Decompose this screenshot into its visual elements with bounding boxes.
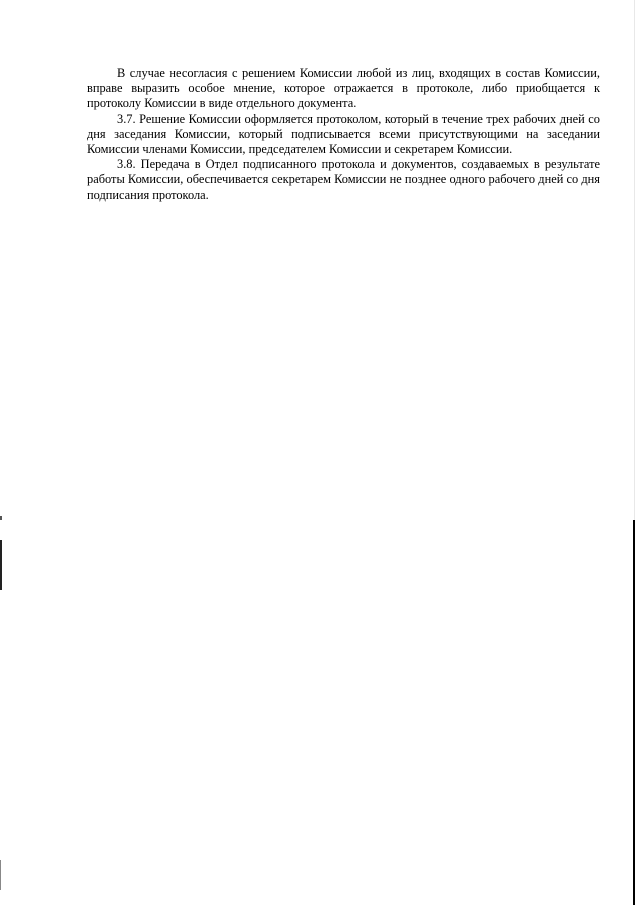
scan-edge-left	[0, 540, 2, 590]
paragraph-dissent: В случае несогласия с решением Комиссии любой из лиц, входящих в состав Комиссии, вправе выразить особое мнение, которое отражается в протоколе, либо приобщается к протоколу Комиссии в виде отдельного документа.	[87, 66, 600, 111]
paragraph-3-8: 3.8. Передача в Отдел подписанного протокола и документов, создаваемых в результате работы Комиссии, обеспечивается секретарем Комиссии не позднее одного рабочего дней со дня подписания протокола.	[87, 157, 600, 202]
scan-edge-left-lower	[0, 860, 1, 890]
scan-edge-shadow	[634, 0, 635, 520]
scan-edge-right	[633, 520, 635, 905]
scan-edge-mark	[0, 516, 2, 520]
paragraph-3-7: 3.7. Решение Комиссии оформляется протоколом, который в течение трех рабочих дней со дня заседания Комиссии, который подписывается всеми присутствующими на заседании Комиссии членами Комиссии, председателем Комиссии и секретарем Комиссии.	[87, 111, 600, 157]
document-body	[87, 66, 600, 203]
